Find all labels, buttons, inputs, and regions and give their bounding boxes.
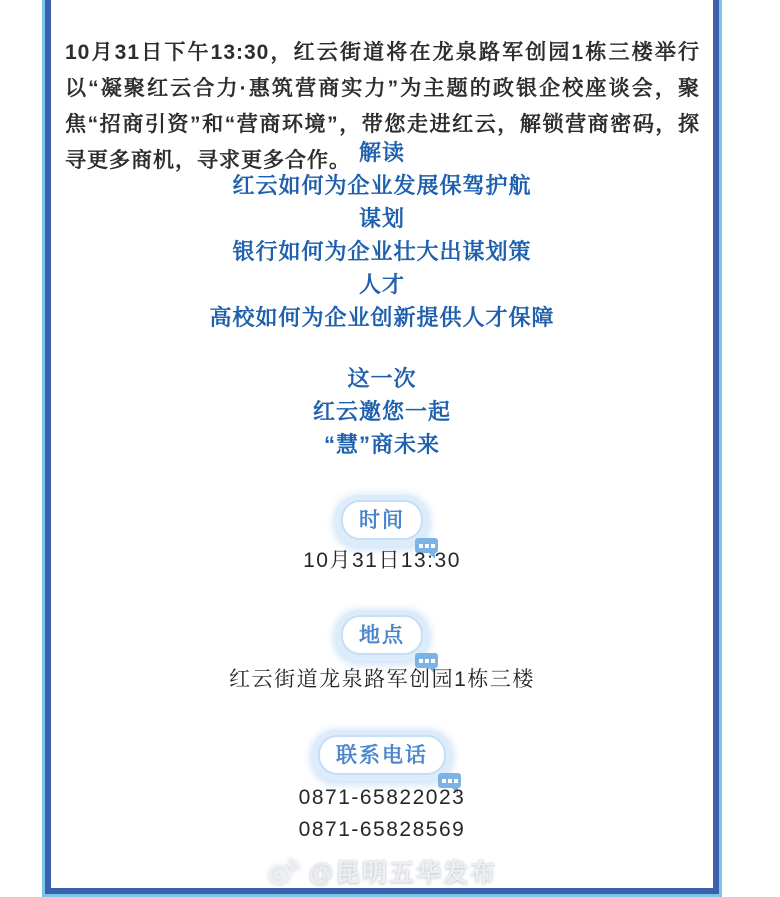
weibo-watermark [51,853,713,889]
phone-number-1: 0871-65822023 [298,786,466,809]
event-date: 10月31日13:30 [303,549,461,572]
location-badge [335,610,429,661]
invitation-line-2: 红云邀您一起 [312,399,451,424]
invitation-line-3: “慧”商未来 [323,432,440,457]
weibo-handle: @昆明五华发布 [308,859,498,887]
invitation-line-1: 这一次 [347,366,417,391]
highlight-line-hongyun: 红云如何为企业发展保驾护航 [232,173,532,198]
location-badge-label: 地点 [341,615,423,655]
intro-paragraph: 10月31日下午13:30，红云街道将在龙泉路军创园1栋三楼举行以“凝聚红云合力·惠筑营商实力”为主题的政银企校座谈会，聚焦“招商引资”和“营商环境”，带您走进红云，解锁营商密码，探寻更多商机，寻求更多合作。 [65,41,700,172]
invitation-block [51,362,713,461]
page-content [51,0,713,897]
event-location: 红云街道龙泉路军创园1栋三楼 [229,668,535,691]
phone-badge-row [51,730,713,781]
time-badge-row [51,495,713,546]
phone-number-2: 0871-65828569 [298,818,466,841]
speech-bubble-icon [415,653,438,668]
phone-badge-label: 联系电话 [318,735,446,775]
highlight-heading-jiedu: 解读 [358,140,405,165]
highlight-heading-rencai: 人才 [358,272,405,297]
location-badge-row [51,610,713,661]
time-badge-label: 时间 [341,500,423,540]
weibo-logo-icon [267,856,301,886]
highlight-line-gaoxiao: 高校如何为企业创新提供人才保障 [209,305,555,330]
highlight-heading-mouhua: 谋划 [358,206,405,231]
time-badge [335,495,429,546]
highlight-line-yinhang: 银行如何为企业壮大出谋划策 [232,239,532,264]
highlights-block [51,136,713,334]
phone-badge [312,730,452,781]
